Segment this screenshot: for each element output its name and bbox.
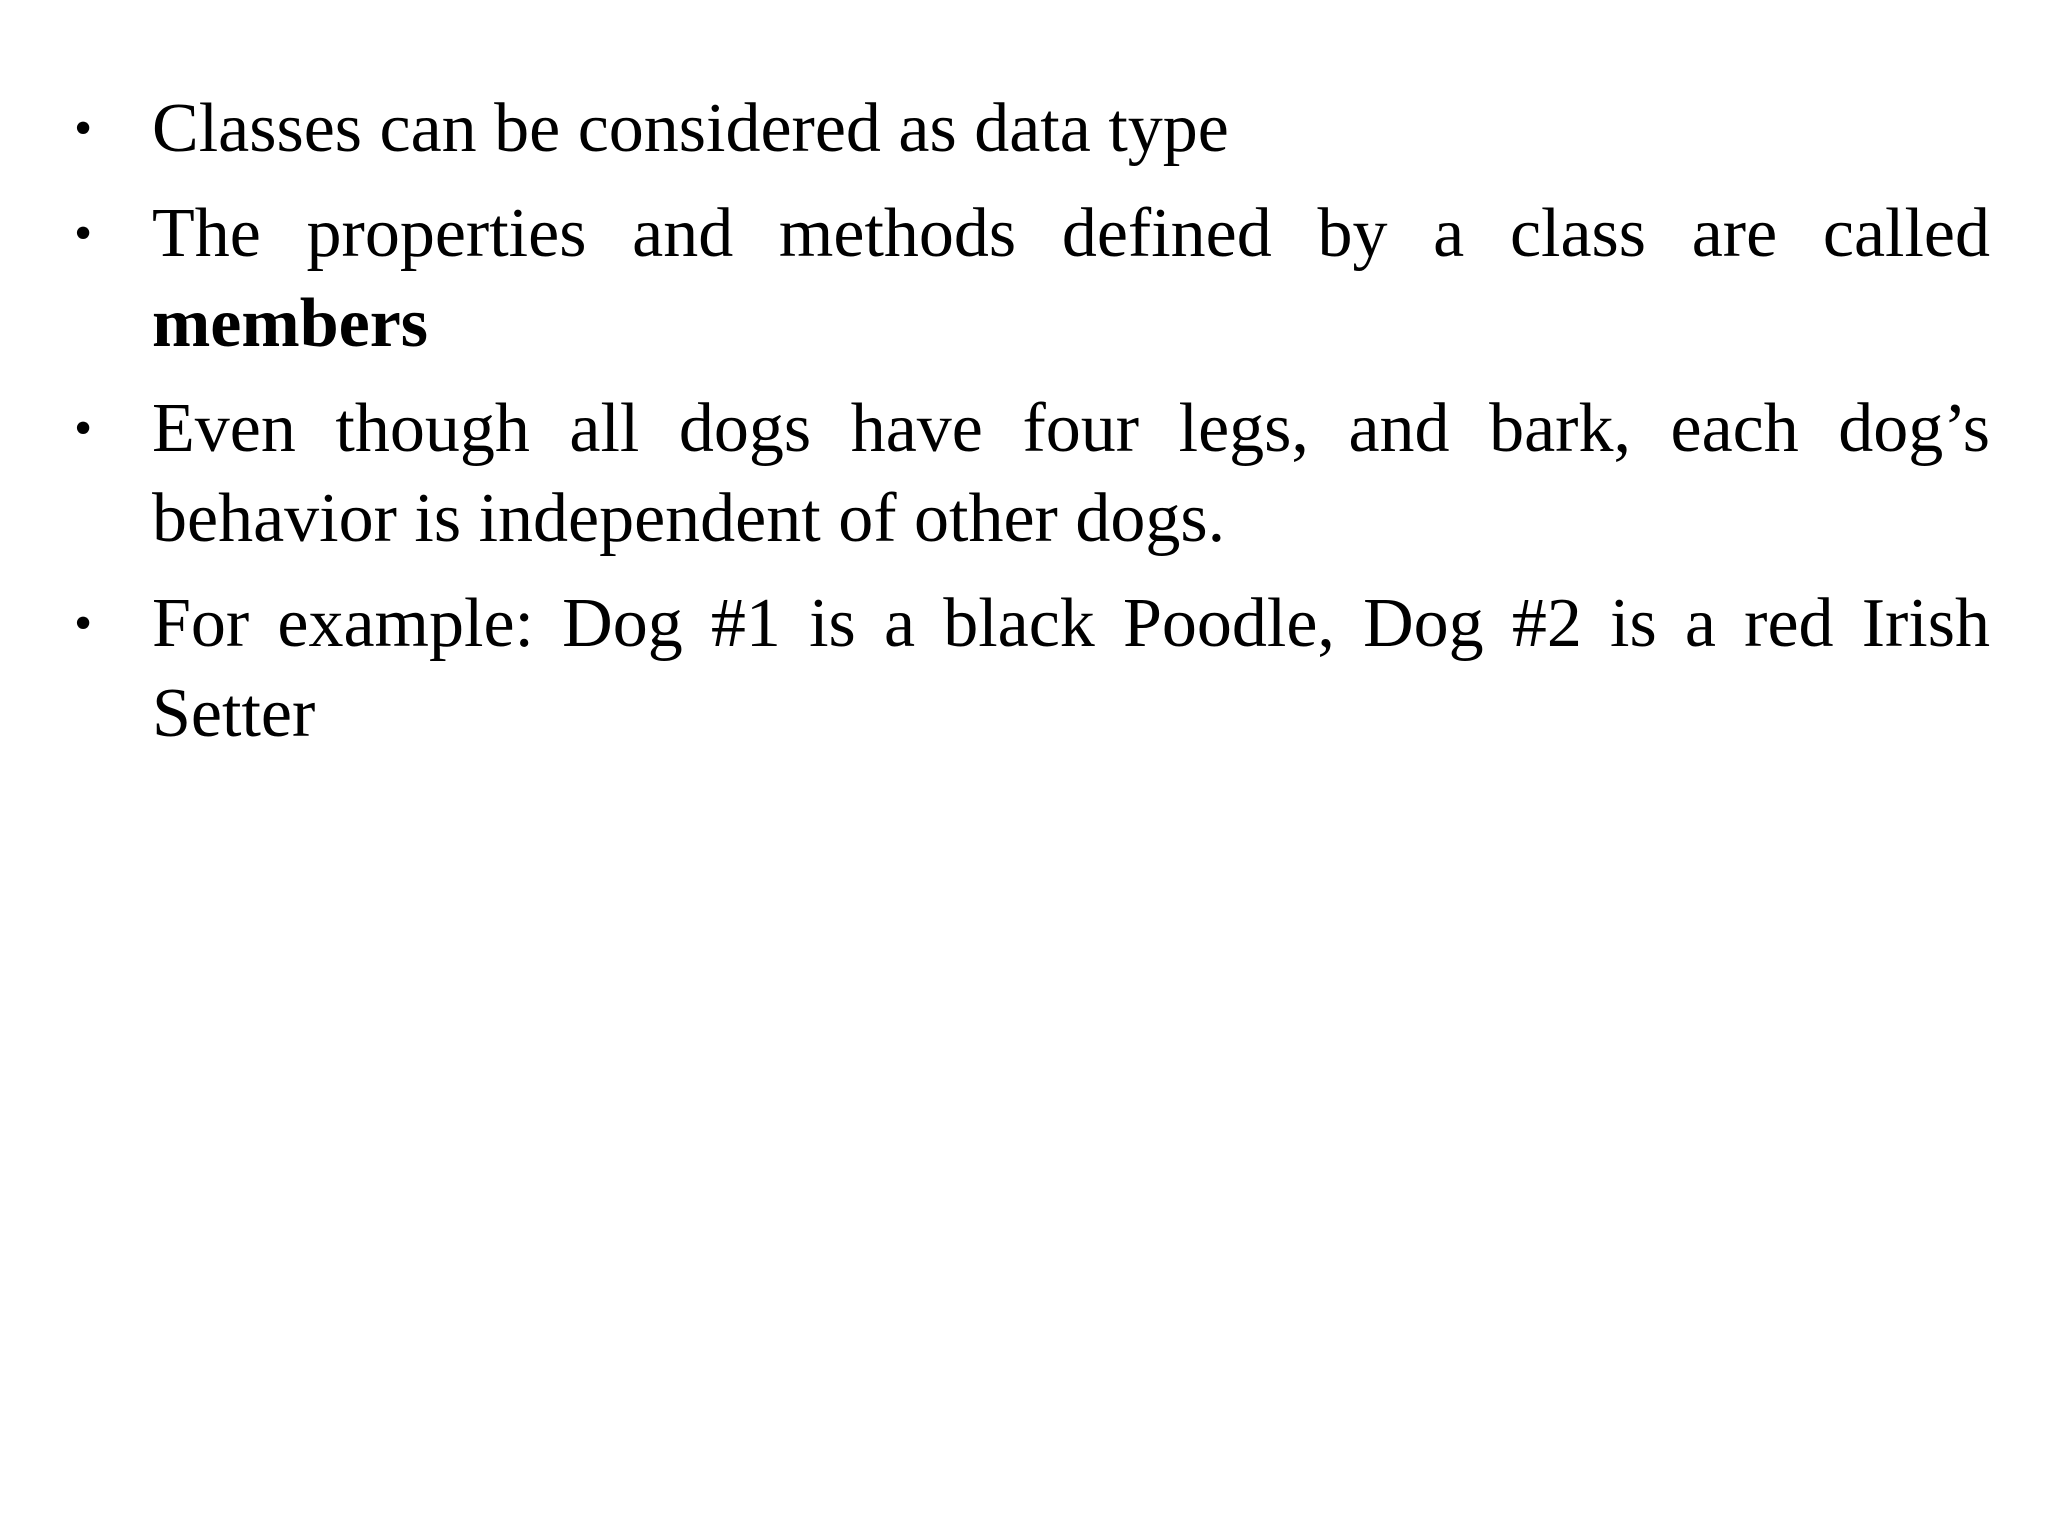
emphasized-term: members — [152, 285, 429, 362]
bullet-marker: • — [74, 595, 93, 652]
bullet-marker: • — [74, 205, 93, 262]
bullet-text — [152, 189, 1990, 369]
bullet-item-1 — [72, 84, 1992, 174]
bullet-item-3 — [72, 384, 1992, 564]
bullet-marker: • — [74, 100, 93, 157]
bullet-list — [72, 84, 1992, 774]
bullet-item-4 — [72, 579, 1992, 759]
bullet-text: Classes can be considered as data type — [152, 90, 1229, 167]
bullet-item-2 — [72, 189, 1992, 369]
bullet-text: For example: Dog #1 is a black Poodle, Dog #2 is a red Irish Setter — [152, 585, 1990, 752]
bullet-text-main: The properties and methods defined by a class are called — [152, 195, 1990, 272]
bullet-text: Even though all dogs have four legs, and bark, each dog’s behavior is independent of other dogs. — [152, 390, 1990, 557]
bullet-marker: • — [74, 400, 93, 457]
